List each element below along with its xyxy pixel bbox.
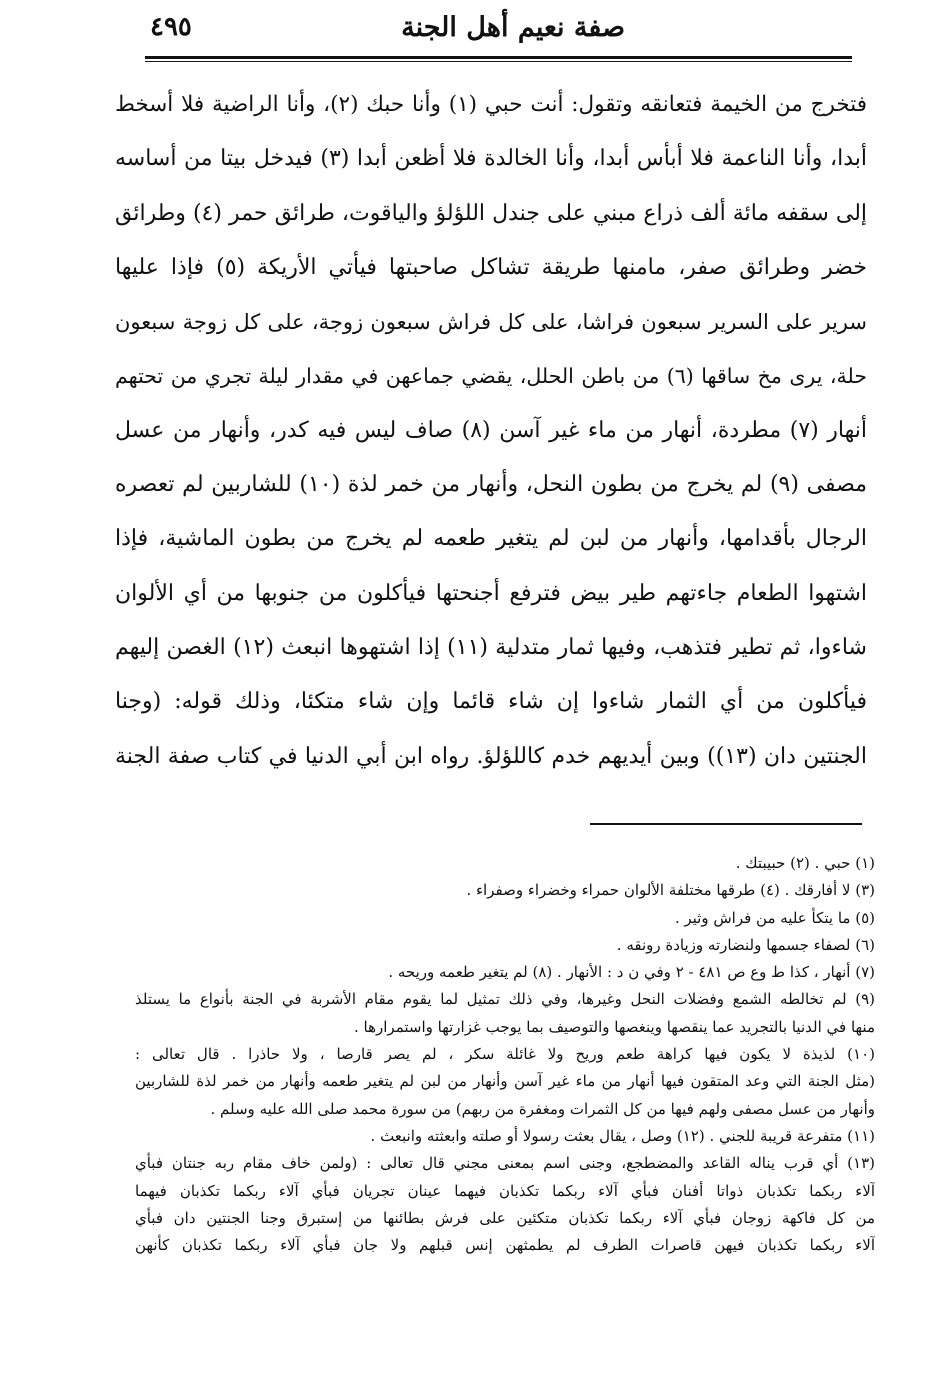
footnote-line: (٣) لا أفارقك . (٤) طرقها مختلفة الألوان حمراء وخضراء وصفراء .	[466, 881, 875, 900]
header-rule	[145, 56, 852, 59]
footnote-line: (٧) أنهار ، كذا ط وع ص ٤٨١ - ٢ وفي ن د : الأنهار . (٨) لم يتغير طعمه وريحه .	[388, 963, 875, 982]
footnote-line: وأنهار من عسل مصفى ولهم فيها من كل الثمرات ومغفرة من ربهم) من سورة محمد صلى الله عليه وسلم .	[210, 1099, 875, 1118]
text-line: خضر وطرائق صفر، مامنها طريقة تشاكل صاحبتها فيأتي الأريكة (٥) فإذا عليها	[115, 254, 867, 280]
page-header	[150, 4, 840, 54]
footnote-line: من كل فاكهة زوجان فبأي آلاء ربكما تكذبان متكئين على فرش بطائنها من إستبرق وجنا الجنتين دان فبأي	[135, 1208, 875, 1227]
text-line: سرير على السرير سبعون فراشا، على كل فراش سبعون زوجة، على كل زوجة سبعون	[115, 310, 867, 335]
footnote-line: (١٣) أي قرب يناله القاعد والمضطجع، وجنى اسم بمعنى مجني قال تعالى : (ولمن خاف مقام ربه جنتان فبأي	[135, 1154, 875, 1173]
footnote-line: آلاء ربكما تكذبان فيهن قاصرات الطرف لم يطمثهن إنس قبلهم ولا جان فبأي آلاء ربكما تكذبان كأنهن	[135, 1236, 875, 1255]
text-line: مصفى (٩) لم يخرج من بطون النحل، وأنهار من خمر لذة (١٠) للشاربين لم تعصره	[115, 472, 867, 498]
footnote-line: آلاء ربكما تكذبان ذواتا أفنان فبأي آلاء ربكما تكذبان فيهما عينان تجريان فبأي آلاء ربكما تكذبان فيهما	[135, 1181, 875, 1200]
text-line: الرجال بأقدامها، وأنهار من لبن لم يتغير طعمه لم يخرج من بطون الماشية، فإذا	[115, 526, 867, 552]
footnote-line: (مثل الجنة التي وعد المتقون فيها أنهار من ماء غير آسن وأنهار من لبن لم يتغير طعمه وأنهار من خمر لذة للشاربين	[135, 1072, 875, 1091]
main-text	[115, 78, 867, 784]
running-title: صفة نعيم أهل الجنة	[401, 12, 625, 43]
footnote-line: منها في الدنيا بالتجريد عما ينقصها وينغصها والتوصيف بما يوجب غزارتها واستمرارها .	[353, 1017, 875, 1036]
text-line: أنهار (٧) مطردة، أنهار من ماء غير آسن (٨) صاف ليس فيه كدر، وأنهار من عسل	[115, 417, 867, 443]
text-line: إلى سقفه مائة ألف ذراع مبني على جندل اللؤلؤ والياقوت، طرائق حمر (٤) وطرائق	[115, 200, 867, 226]
footnote-line: (١١) متفرعة قريبة للجني . (١٢) وصل ، يقال بعثت رسولا أو صلته وابعثته وانبعث .	[370, 1126, 875, 1145]
text-line: الجنتين دان (١٣)) وبين أيديهم خدم كاللؤلؤ. رواه ابن أبي الدنيا في كتاب صفة الجنة	[115, 743, 867, 769]
text-line: أبدا، وأنا الناعمة فلا أبأس أبدا، وأنا الخالدة فلا أظعن أبدا (٣) فيدخل بيتا من أساسه	[115, 146, 867, 172]
footnote-line: (٥) ما يتكأ عليه من فراش وثير .	[674, 908, 875, 927]
text-line: اشتهوا الطعام جاءتهم طير بيض فترفع أجنحتها فيأكلون من جنوبها من أي الألوان	[115, 580, 867, 606]
footnote-separator	[590, 823, 862, 825]
footnote-line: (٦) لصفاء جسمها ولنضارته وزيادة رونقه .	[616, 935, 875, 954]
page-number: ٤٩٥	[150, 12, 192, 42]
footnotes	[135, 850, 875, 1259]
text-line: حلة، يرى مخ ساقها (٦) من باطن الحلل، يقضي جماعهن في مقدار ليلة تجري من تحتهم	[115, 364, 867, 389]
footnote-line: (١) حبي . (٢) حبيبتك .	[735, 854, 875, 872]
text-line: فتخرج من الخيمة فتعانقه وتقول: أنت حبي (١) وأنا حبك (٢)، وأنا الراضية فلا أسخط	[115, 92, 867, 117]
footnote-line: (١٠) لذيذة لا يكون فيها كراهة طعم وريح ولا غائلة سكر ، لم يصر قارصا ، ولا حاذرا . قال تعالى :	[135, 1045, 875, 1064]
header-rule-thin	[145, 61, 852, 62]
footnote-line: (٩) لم تخالطه الشمع وفضلات النحل وغيرها، وفي ذلك تمثيل لما يقوم مقام الأشربة في الجنة بأنواع ما يستلذ	[135, 990, 875, 1009]
text-line: شاءوا، ثم تطير فتذهب، وفيها ثمار متدلية (١١) إذا اشتهوها انبعث (١٢) الغصن إليهم	[115, 634, 867, 660]
text-line: فيأكلون من أي الثمار شاءوا إن شاء قائما وإن شاء متكئا، وذلك قوله: (وجنا	[115, 689, 867, 715]
